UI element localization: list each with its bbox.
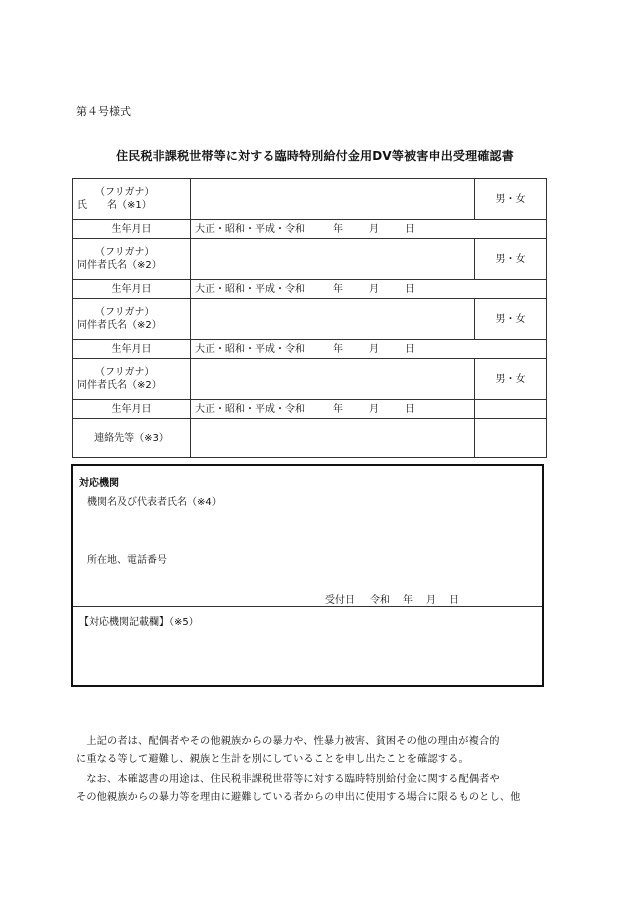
companion-1-dob-field[interactable] — [191, 280, 547, 299]
applicant-dob-label: 生年月日 — [73, 220, 191, 239]
companion-3-dob-extra — [475, 400, 547, 419]
companion-3-label-cell — [73, 359, 191, 400]
month-unit: 月 — [369, 403, 379, 415]
applicant-name-label-cell — [73, 179, 191, 220]
month-unit: 月 — [369, 283, 379, 295]
companion-2-label-cell — [73, 299, 191, 340]
agency-name-label: 機関名及び代表者氏名（※4） — [87, 497, 222, 508]
agency-address-label: 所在地、電話番号 — [87, 555, 167, 566]
furigana-label: （フリガナ） — [95, 367, 155, 378]
era-options: 大正・昭和・平成・令和 — [195, 223, 305, 235]
companion-2-dob-field[interactable] — [191, 340, 547, 359]
companion-name-label: 同伴者氏名（※2） — [77, 380, 162, 391]
reception-era: 令和 — [370, 595, 390, 606]
era-options: 大正・昭和・平成・令和 — [195, 283, 305, 295]
companion-3-dob-row — [73, 400, 547, 419]
applicant-name-field[interactable] — [191, 179, 475, 220]
agency-heading: 対応機関 — [79, 478, 119, 489]
day-unit: 日 — [405, 283, 415, 295]
companion-2-name-row — [73, 299, 547, 340]
companion-3-name-row — [73, 359, 547, 400]
agency-notes-label: 【対応機関記載欄】（※5） — [79, 617, 199, 628]
companion-name-label: 同伴者氏名（※2） — [77, 260, 162, 271]
companion-2-name-field[interactable] — [191, 299, 475, 340]
companion-2-gender[interactable]: 男・女 — [475, 299, 547, 340]
applicant-gender[interactable]: 男・女 — [475, 179, 547, 220]
day-unit: 日 — [405, 343, 415, 355]
companion-3-gender[interactable]: 男・女 — [475, 359, 547, 400]
reception-date[interactable] — [325, 591, 463, 606]
furigana-label: （フリガナ） — [95, 187, 155, 198]
era-options: 大正・昭和・平成・令和 — [195, 343, 305, 355]
applicant-table — [72, 178, 547, 458]
statement-line-1: 上記の者は、配偶者やその他親族からの暴力や、性暴力被害、貧困その他の理由が複合的 — [76, 736, 500, 747]
statement-line-2: に重なる等して避難し、親族と生計を別にしていることを申し出たことを確認する。 — [76, 754, 469, 765]
reception-year-unit: 年 — [403, 595, 413, 606]
companion-3-dob-field[interactable] — [191, 400, 475, 419]
month-unit: 月 — [369, 223, 379, 235]
document-title: 住民税非課税世帯等に対する臨時特別給付金用DV等被害申出受理確認書 — [116, 149, 514, 163]
usage-note-line-1: なお、本確認書の用途は、住民税非課税世帯等に対する臨時特別給付金に関する配偶者や — [76, 774, 500, 785]
day-unit: 日 — [405, 223, 415, 235]
year-unit: 年 — [333, 223, 343, 235]
applicant-dob-row — [73, 220, 547, 239]
form-number: 第４号様式 — [76, 105, 131, 118]
companion-1-label-cell — [73, 239, 191, 280]
contact-field[interactable] — [191, 419, 475, 458]
companion-3-name-field[interactable] — [191, 359, 475, 400]
contact-extra-field[interactable] — [475, 419, 547, 458]
reception-day-unit: 日 — [449, 595, 459, 606]
usage-note-line-2: その他親族からの暴力等を理由に避難している者からの申出に使用する場合に限るものとし、他 — [76, 792, 521, 803]
reception-month-unit: 月 — [426, 595, 436, 606]
month-unit: 月 — [369, 343, 379, 355]
year-unit: 年 — [333, 283, 343, 295]
furigana-label: （フリガナ） — [95, 247, 155, 258]
contact-label: 連絡先等（※3） — [73, 419, 191, 458]
companion-1-gender[interactable]: 男・女 — [475, 239, 547, 280]
applicant-name-label: 氏 名（※1） — [77, 200, 152, 211]
companion-3-dob-label: 生年月日 — [73, 400, 191, 419]
companion-2-dob-row — [73, 340, 547, 359]
agency-divider — [73, 606, 542, 607]
contact-row — [73, 419, 547, 458]
applicant-name-row — [73, 179, 547, 220]
companion-1-name-row — [73, 239, 547, 280]
applicant-dob-field[interactable] — [191, 220, 547, 239]
companion-2-dob-label: 生年月日 — [73, 340, 191, 359]
year-unit: 年 — [333, 343, 343, 355]
companion-1-dob-row — [73, 280, 547, 299]
reception-label: 受付日 — [325, 595, 355, 606]
day-unit: 日 — [405, 403, 415, 415]
agency-box — [71, 464, 544, 687]
furigana-label: （フリガナ） — [95, 307, 155, 318]
year-unit: 年 — [333, 403, 343, 415]
companion-name-label: 同伴者氏名（※2） — [77, 320, 162, 331]
companion-1-name-field[interactable] — [191, 239, 475, 280]
companion-1-dob-label: 生年月日 — [73, 280, 191, 299]
era-options: 大正・昭和・平成・令和 — [195, 403, 305, 415]
